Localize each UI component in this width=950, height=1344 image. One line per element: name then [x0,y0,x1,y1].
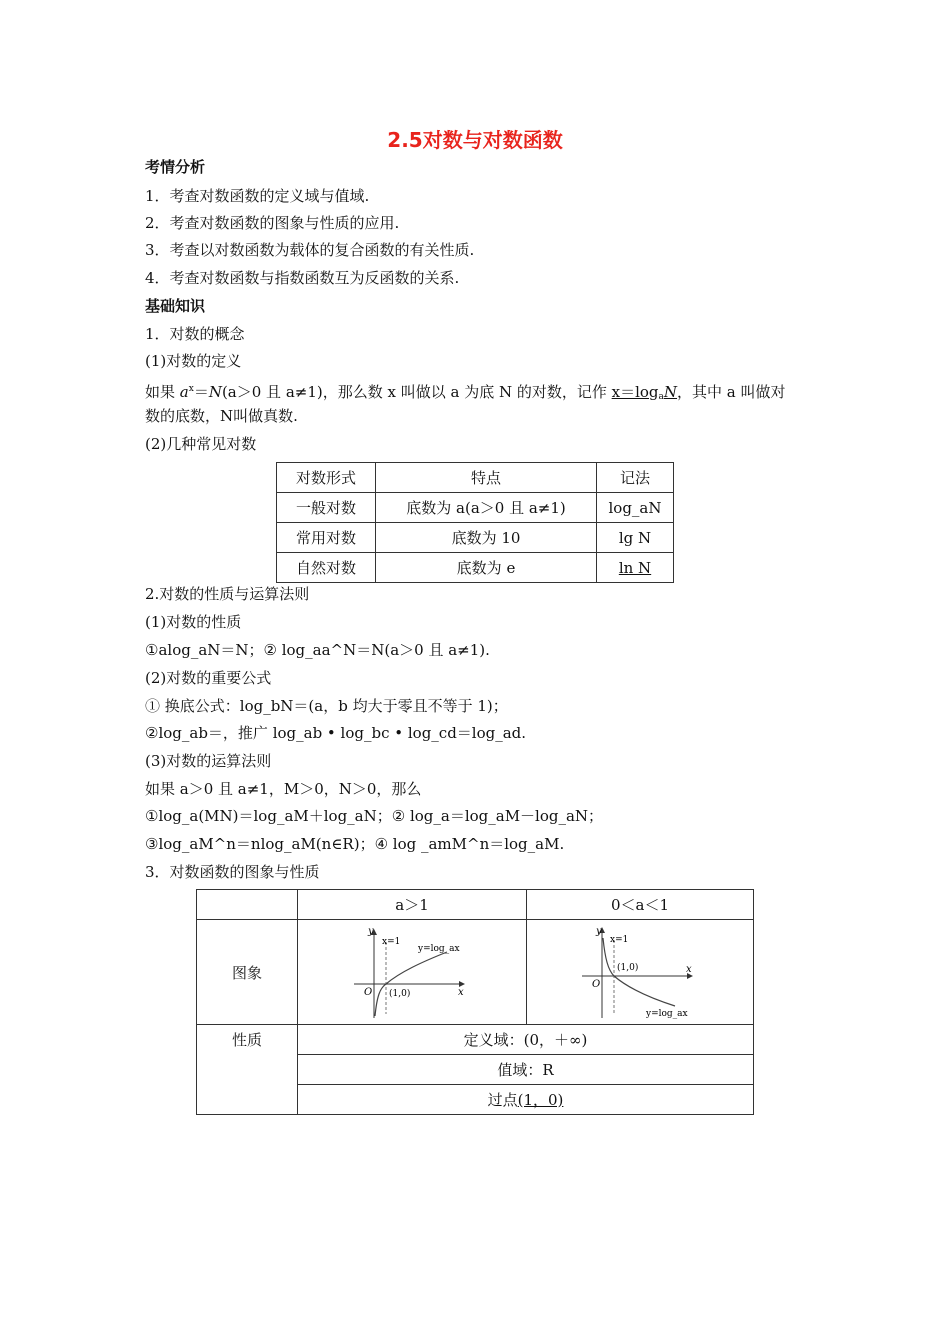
table-cell: log_aN [597,493,674,523]
rules-line-2: ③log_aM^n＝nlog_aM(n∈R)；④ log _amM^n＝log_aM. [145,835,565,853]
rules-condition: 如果 a＞0 且 a≠1，M＞0，N＞0，那么 [145,780,422,798]
graph-cell-a-lt-1 [527,920,754,1025]
y-label: y [368,926,374,937]
analysis-item-3: 3．考查以对数函数为载体的复合函数的有关性质. [145,241,475,259]
concept-heading: 1．对数的概念 [145,325,245,343]
properties-title: (1)对数的性质 [145,613,242,631]
domain-cell: 定义域：(0，＋∞) [298,1025,754,1055]
table-row [277,493,674,523]
analysis-item-4: 4．考查对数函数与指数函数互为反函数的关系. [145,269,460,287]
table-header-cell: 0＜a＜1 [527,890,754,920]
fixed-point-cell [298,1085,754,1115]
graph-log-decreasing [580,924,700,1020]
range-cell: 值域：R [298,1055,754,1085]
table-cell: 底数为 e [376,553,597,583]
definition-line-2: 数的底数，N叫做真数. [145,407,298,425]
table-header-cell: 特点 [376,463,597,493]
definition-line-1: 如果 $a^x=N(a>0$ 且 a≠1)，那么数 x 叫做以 a 为底 N 的对数，记作 $x=\log_aN$，其中 a 叫做对 [145,383,786,402]
function-label: y=log_ax [418,944,460,954]
page-title: 2.5对数与对数函数 [387,128,563,152]
y-label: y [596,926,602,937]
fixed-point-prefix: 过点 [487,1091,518,1109]
asymptote-label: x=1 [610,935,629,945]
table-cell: lg N [597,523,674,553]
properties-heading: 2.对数的性质与运算法则 [145,585,310,603]
table-cell: 底数为 10 [376,523,597,553]
point-label: (1,0) [389,989,411,999]
table-cell: 自然对数 [277,553,376,583]
rules-title: (3)对数的运算法则 [145,752,272,770]
rules-line-1: ①log_a(MN)＝log_aM＋log_aN；② log_a＝log_aM－log_aN； [145,807,604,825]
graph-log-increasing [352,924,472,1020]
table-row [277,553,674,583]
formula-chain: ②log_ab＝，推广 log_ab • log_bc • log_cd＝log_ad. [145,724,527,742]
origin-label: O [592,979,601,990]
x-label: x [458,987,464,998]
table-row [197,1025,754,1055]
table-header-cell: 记法 [597,463,674,493]
asymptote-label: x=1 [382,937,401,947]
formula-change-of-base: ① 换底公式：log_bN＝(a，b 均大于零且不等于 1)； [145,697,508,715]
definition-title: (1)对数的定义 [145,352,242,370]
section-heading-analysis: 考情分析 [145,158,206,176]
table-header-cell: 对数形式 [277,463,376,493]
table-cell: 常用对数 [277,523,376,553]
common-logs-title: (2)几种常见对数 [145,435,257,453]
graph-row-label: 图象 [197,920,298,1025]
origin-label: O [364,987,373,998]
analysis-item-2: 2．考查对数函数的图象与性质的应用. [145,214,400,232]
table-corner-cell [197,890,298,920]
table-cell: 底数为 a(a＞0 且 a≠1) [376,493,597,523]
log-function-table [196,889,754,1115]
table-row [197,920,754,1025]
table-header-row [197,890,754,920]
formulas-title: (2)对数的重要公式 [145,669,272,687]
common-logs-table [276,462,674,583]
analysis-item-1: 1．考查对数函数的定义域与值域. [145,187,370,205]
table-cell: 一般对数 [277,493,376,523]
table-header-row [277,463,674,493]
properties-row-label: 性质 [197,1025,298,1115]
table-cell: ln N [597,553,674,583]
point-label: (1,0) [617,963,639,973]
fixed-point-value: (1，0) [517,1091,564,1109]
table-row [277,523,674,553]
graph-properties-heading: 3．对数函数的图象与性质 [145,863,320,881]
function-label: y=log_ax [646,1009,688,1019]
x-label: x [686,964,692,975]
section-heading-basics: 基础知识 [145,297,206,315]
properties-line: ①alog_aN＝N；② log_aa^N＝N(a＞0 且 a≠1). [145,641,490,659]
table-header-cell: a＞1 [298,890,527,920]
graph-cell-a-gt-1 [298,920,527,1025]
